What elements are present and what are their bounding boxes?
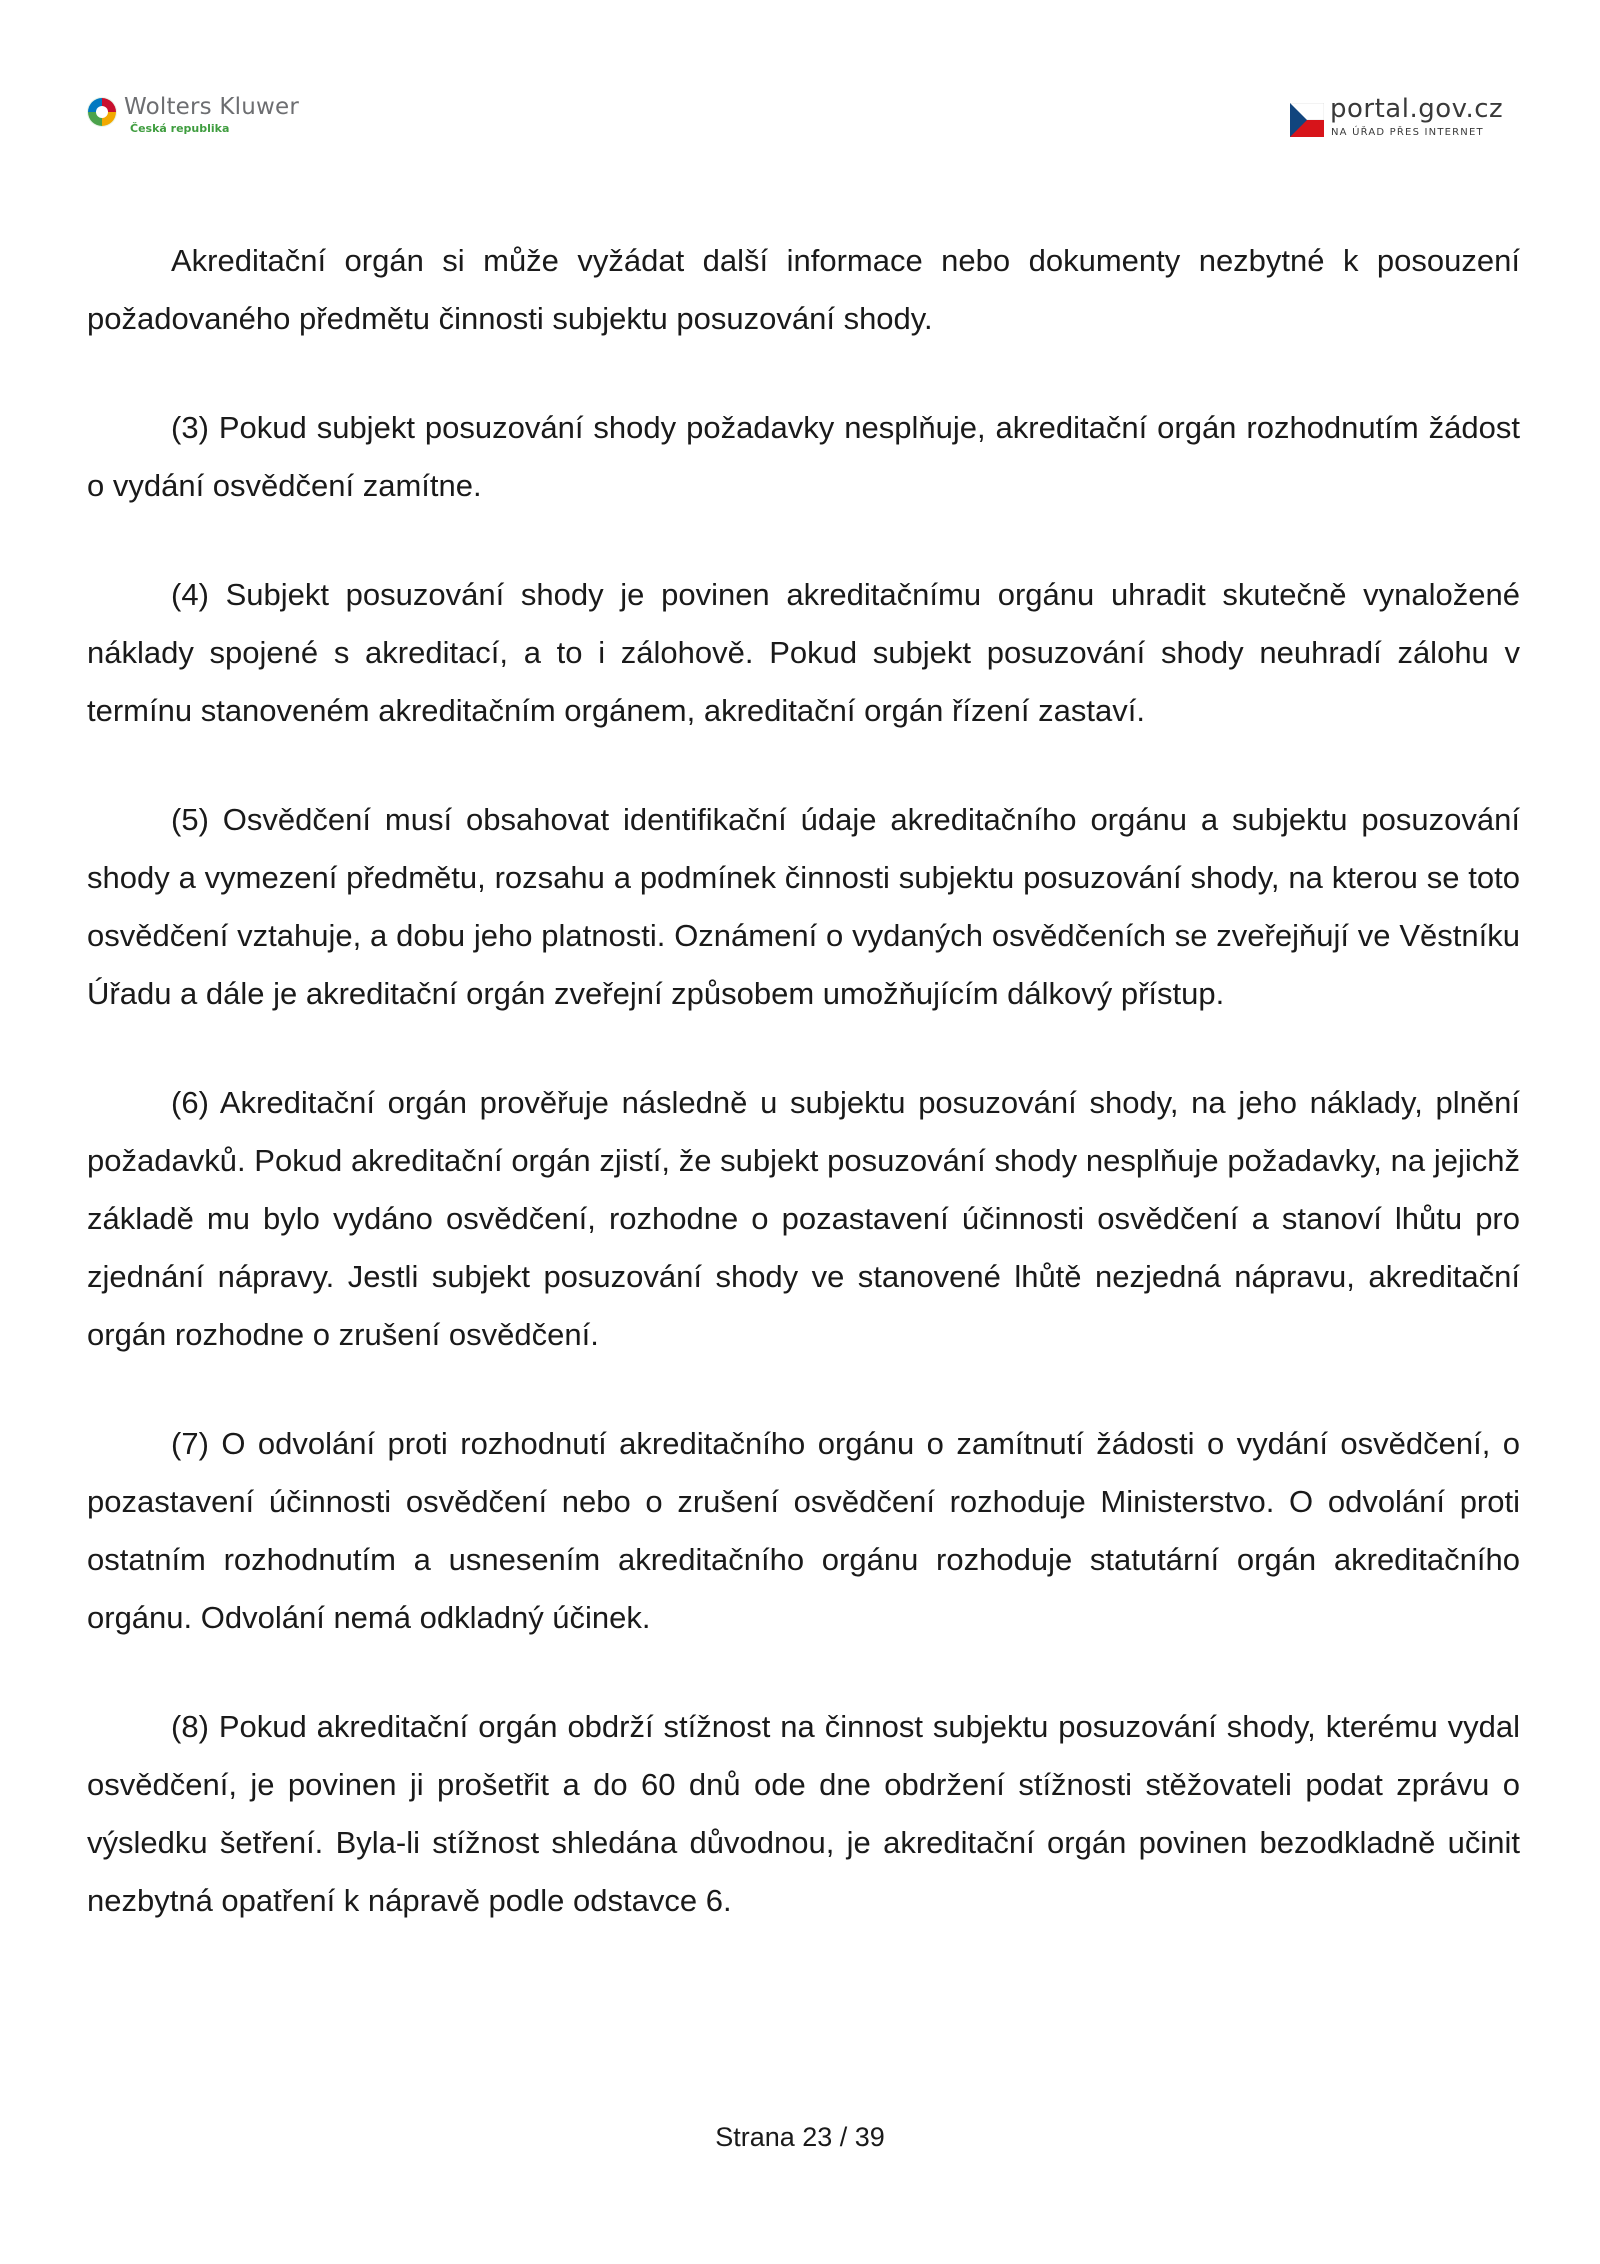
paragraph-4: (4) Subjekt posuzování shody je povinen akreditačnímu orgánu uhradit skutečně vynaložené náklady spojené s akreditací, a to i zálohově. Pokud subjekt posuzování shody neuhradí zálohu v termínu stanoveném akreditačním orgánem, akreditační orgán řízení zastaví. (87, 577, 1520, 728)
paragraph-intro: Akreditační orgán si může vyžádat další informace nebo dokumenty nezbytné k posouzení požadovaného předmětu činnosti subjektu posuzování shody. (87, 243, 1520, 336)
wolters-kluwer-logo-icon (86, 96, 118, 128)
paragraph-6: (6) Akreditační orgán prověřuje následně u subjektu posuzování shody, na jeho náklady, plnění požadavků. Pokud akreditační orgán zjistí, že subjekt posuzování shody nesplňuje požadavky, na jejichž základě mu bylo vydáno osvědčení, rozhodne o pozastavení účinnosti osvědčení a stanoví lhůtu pro zjednání nápravy. Jestli subjekt posuzování shody ve stanovené lhůtě nezjedná nápravu, akreditační orgán rozhodne o zrušení osvědčení. (87, 1085, 1520, 1352)
paragraph-3: (3) Pokud subjekt posuzování shody požadavky nesplňuje, akreditační orgán rozhodnutím žádost o vydání osvědčení zamítne. (87, 410, 1520, 503)
portal-gov-subtitle: NA ÚŘAD PŘES INTERNET (1331, 127, 1484, 138)
portal-gov-name: portal.gov.cz (1330, 94, 1504, 124)
page-number: Strana 23 / 39 (715, 2122, 885, 2152)
paragraph-8: (8) Pokud akreditační orgán obdrží stížnost na činnost subjektu posuzování shody, kterému vydal osvědčení, je povinen ji prošetřit a do 60 dnů ode dne obdržení stížnosti stěžovateli podat zprávu o výsledku šetření. Byla-li stížnost shledána důvodnou, je akreditační orgán povinen bezodkladně učinit nezbytná opatření k nápravě podle odstavce 6. (87, 1709, 1520, 1918)
page-header (0, 0, 1600, 160)
paragraph-7: (7) O odvolání proti rozhodnutí akreditačního orgánu o zamítnutí žádosti o vydání osvědčení, o pozastavení účinnosti osvědčení nebo o zrušení osvědčení rozhoduje Ministerstvo. O odvolání proti ostatním rozhodnutím a usnesením akreditačního orgánu rozhoduje statutární orgán akreditačního orgánu. Odvolání nemá odkladný účinek. (87, 1426, 1520, 1635)
portal-gov-logo (1290, 94, 1520, 142)
wolters-kluwer-name: Wolters Kluwer (124, 94, 300, 120)
wolters-kluwer-subtitle: Česká republika (130, 122, 230, 135)
document-body (87, 232, 1520, 1981)
czech-flag-icon (1290, 103, 1324, 137)
paragraph-5: (5) Osvědčení musí obsahovat identifikační údaje akreditačního orgánu a subjektu posuzování shody a vymezení předmětu, rozsahu a podmínek činnosti subjektu posuzování shody, na kterou se toto osvědčení vztahuje, a dobu jeho platnosti. Oznámení o vydaných osvědčeních se zveřejňují ve Věstníku Úřadu a dále je akreditační orgán zveřejní způsobem umožňujícím dálkový přístup. (87, 802, 1520, 1011)
wolters-kluwer-logo (86, 92, 346, 140)
